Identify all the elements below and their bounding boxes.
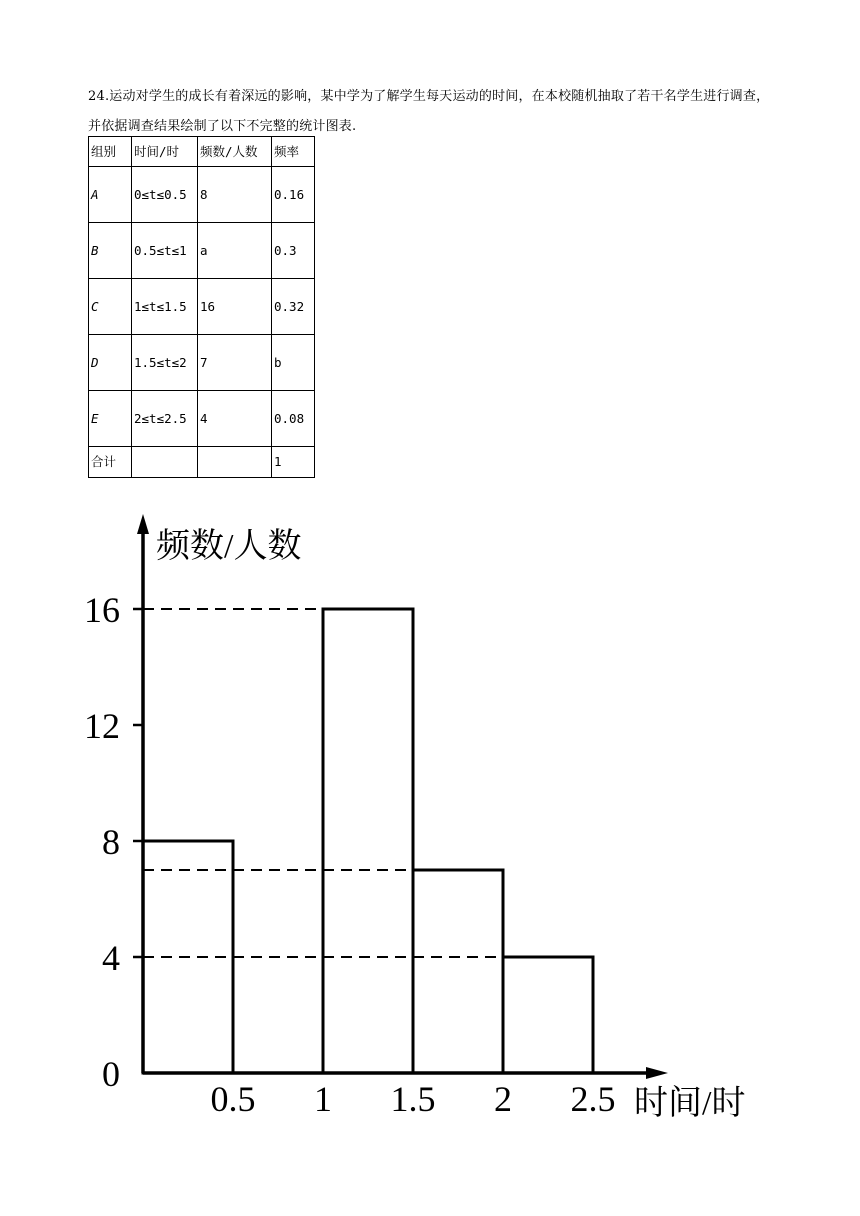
table-row (89, 335, 315, 391)
histogram-bar (503, 957, 593, 1073)
x-axis-arrow-icon (646, 1067, 668, 1079)
question-text: 24.运动对学生的成长有着深远的影响，某中学为了解学生每天运动的时间，在本校随机抽取了若干名学生进行调查，并依据调查结果绘制了以下不完整的统计图表. (88, 89, 770, 134)
x-tick-label: 2.5 (570, 1079, 616, 1119)
cell-time: 2≤t≤2.5 (132, 391, 198, 447)
x-tick-label: 1.5 (390, 1079, 436, 1119)
y-axis-arrow-icon (137, 514, 149, 534)
cell-freq: 0.16 (272, 167, 315, 223)
table-header-row (89, 137, 315, 167)
cell-count: a (198, 223, 272, 279)
cell-time: 0.5≤t≤1 (132, 223, 198, 279)
cell-freq: b (272, 335, 315, 391)
cell-group: B (89, 223, 132, 279)
x-tick-label: 2 (494, 1079, 512, 1119)
cell-freq: 0.32 (272, 279, 315, 335)
cell-time: 1.5≤t≤2 (132, 335, 198, 391)
x-axis-label: 时间/时 (634, 1085, 746, 1122)
y-tick-label: 0 (102, 1054, 120, 1094)
cell-time: 1≤t≤1.5 (132, 279, 198, 335)
table-row (89, 223, 315, 279)
cell-total-freq: 1 (272, 447, 315, 478)
cell-count: 4 (198, 391, 272, 447)
x-tick-label: 1 (314, 1079, 332, 1119)
cell-count: 16 (198, 279, 272, 335)
cell-time: 0≤t≤0.5 (132, 167, 198, 223)
frequency-table (88, 136, 315, 478)
cell-count: 8 (198, 167, 272, 223)
cell-group: D (89, 335, 132, 391)
y-tick-label: 12 (84, 706, 120, 746)
cell-total-label: 合计 (89, 447, 132, 478)
y-tick-label: 4 (102, 938, 120, 978)
histogram-chart (0, 500, 860, 1216)
header-time: 时间/时 (132, 137, 198, 167)
header-group: 组别 (89, 137, 132, 167)
header-count: 频数/人数 (198, 137, 272, 167)
cell-freq: 0.08 (272, 391, 315, 447)
cell-total-count (198, 447, 272, 478)
cell-freq: 0.3 (272, 223, 315, 279)
x-tick-label: 0.5 (210, 1079, 256, 1119)
table-row (89, 279, 315, 335)
y-axis-label: 频数/人数 (156, 528, 302, 565)
histogram-bar (323, 609, 413, 1073)
cell-total-time (132, 447, 198, 478)
y-tick-label: 8 (102, 822, 120, 862)
header-freq: 频率 (272, 137, 315, 167)
y-tick-label: 16 (84, 590, 120, 630)
table-total-row (89, 447, 315, 478)
histogram-bar (413, 870, 503, 1073)
cell-group: E (89, 391, 132, 447)
cell-group: C (89, 279, 132, 335)
table-row (89, 391, 315, 447)
cell-group: A (89, 167, 132, 223)
table-row (89, 167, 315, 223)
cell-count: 7 (198, 335, 272, 391)
